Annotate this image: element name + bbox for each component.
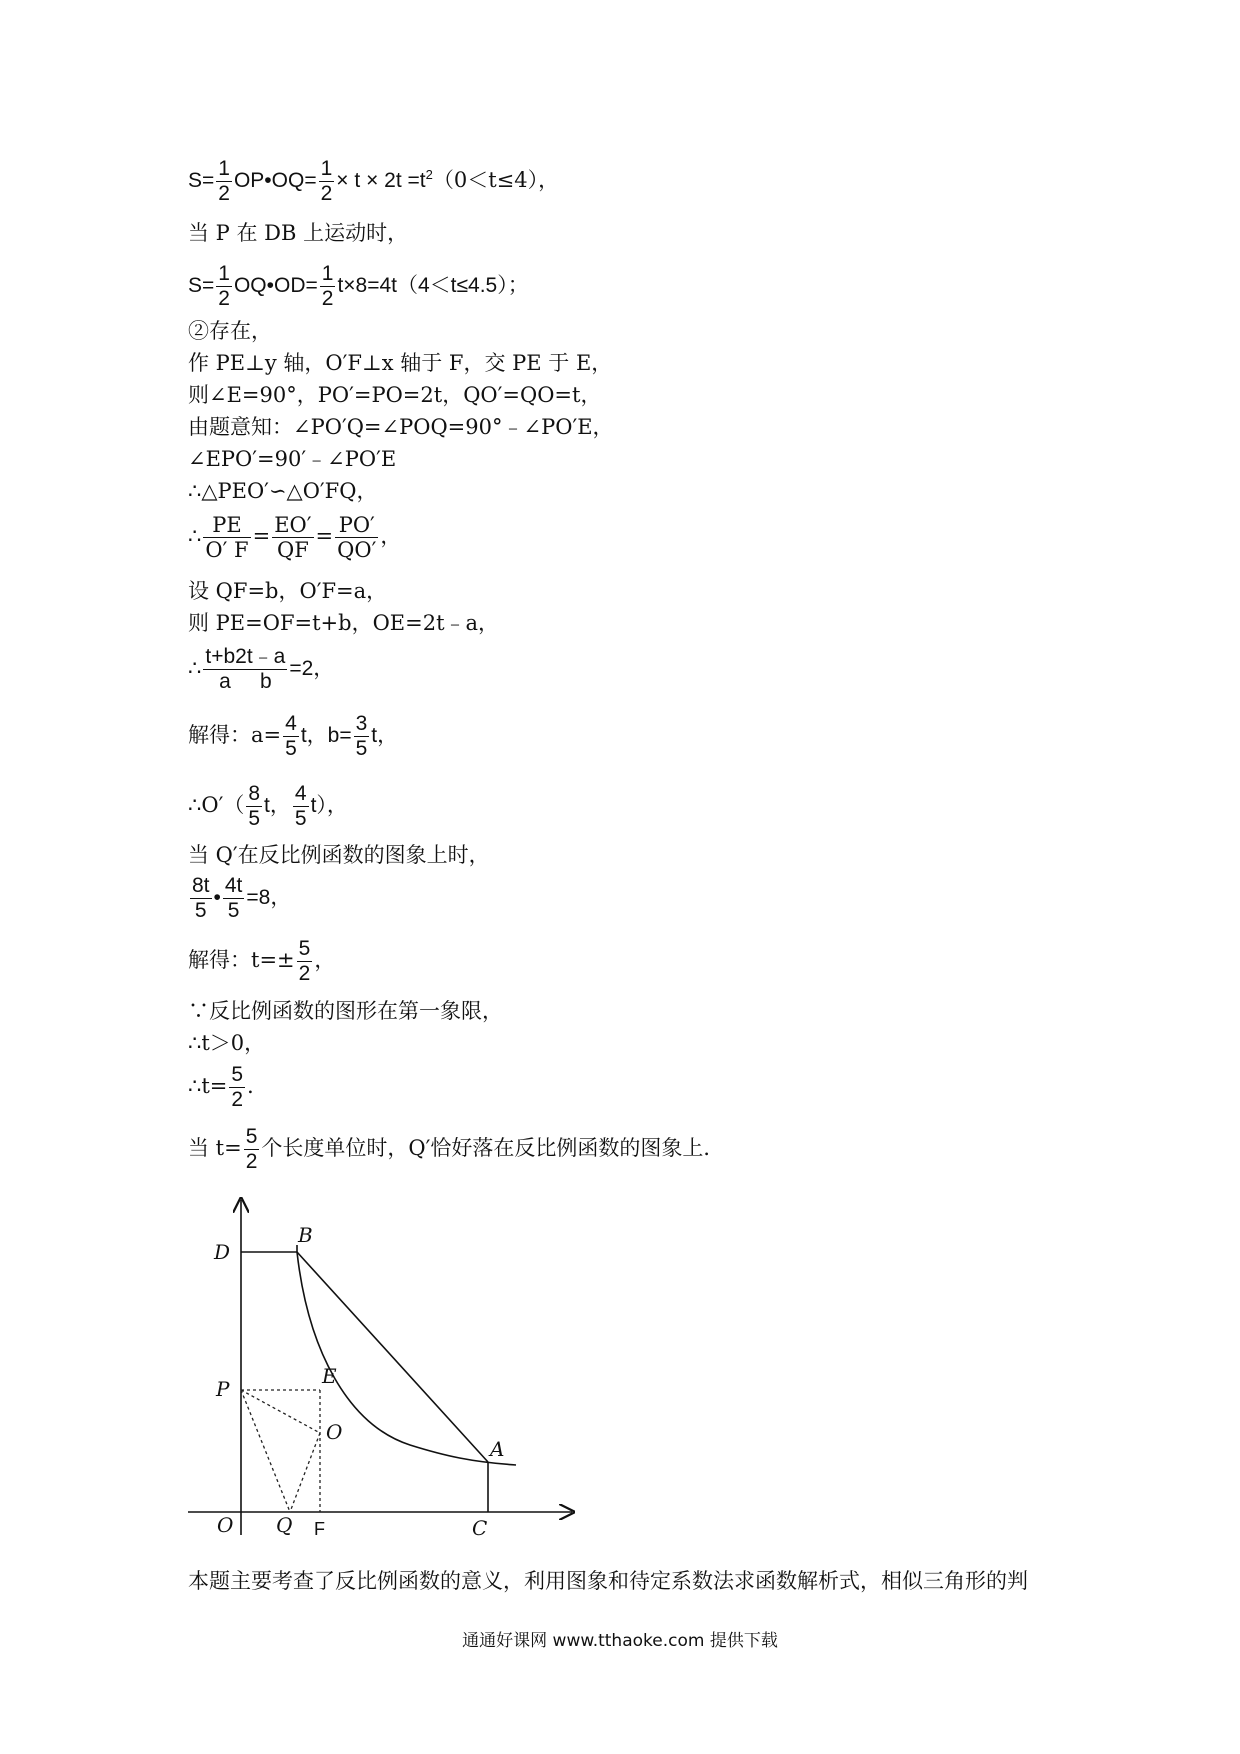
text-line: 作 PE⊥y 轴，O′F⊥x 轴于 F，交 PE 于 E， (188, 351, 613, 375)
fraction: $\frac{1}{2}$ (218, 157, 230, 205)
text-line: 当 P 在 DB 上运动时， (188, 221, 409, 245)
text-line: 设 QF=b，O′F=a， (188, 579, 388, 603)
dotted-pq (241, 1390, 290, 1512)
footer-text: 通通好课网 www.tthaoke.com 提供下载 (462, 1631, 778, 1651)
fraction: $\frac{4}{5}$ (285, 712, 297, 760)
label-o-mid: O (326, 1420, 343, 1444)
label-o: O (217, 1513, 234, 1537)
conclusion-line: 当 t= $\frac{5}{2}$ 个长度单位时，Q′恰好落在反比例函数的图象上． (188, 1125, 725, 1173)
fraction: $\frac{4}{5}$ (294, 782, 307, 830)
text-line: 由题意知：∠PO′Q=∠POQ=90°﹣∠PO′E， (188, 415, 614, 439)
text-line: ∵反比例函数的图形在第一象限， (188, 999, 503, 1023)
label-p: P (216, 1377, 230, 1401)
label-b: B (298, 1223, 313, 1247)
geometry-figure (180, 1190, 580, 1540)
text-line: ∠EPO′=90′﹣∠PO′E (188, 447, 397, 471)
formula-area-s2: S= $\frac{1}{2}$ OQ•OD= $\frac{1}{2}$ t×8=4t（4＜t≤4.5）； (188, 262, 529, 310)
fraction: $\frac{1}{2}$ (218, 262, 230, 310)
fraction: $\frac{5}{2}$ (298, 937, 311, 985)
fraction: $\frac{4t}{5}$ (224, 874, 243, 922)
fraction: $\frac{8t}{5}$ (192, 874, 210, 922)
formula-product: $\frac{8t}{5}$ • $\frac{4t}{5}$ =8， (192, 874, 292, 922)
text-line: ∴t＞0， (188, 1031, 266, 1055)
label-c: C (472, 1516, 488, 1540)
formula-ratio: ∴ $\frac{PE}{O' F}$ = $\frac{EO'}{QF}$ = $\frac{PO'}{QO'}$ ， (188, 513, 402, 562)
label-d: D (214, 1240, 231, 1264)
text-line: ②存在， (188, 319, 272, 343)
label-q: Q (276, 1513, 293, 1537)
fraction: $\frac{t+b2t﹣a}{\text{a b}}$ (205, 645, 286, 693)
fraction: $\frac{PE}{O' F}$ (205, 513, 249, 562)
formula-area-s1: S= $\frac{1}{2}$ OP•OQ= $\frac{1}{2}$ × $t \times 2t =t^2(0<t\le 4)$， (188, 157, 560, 205)
label-f: F (314, 1519, 325, 1539)
formula-equation: ∴ $\frac{t+b2t﹣a}{\text{a b}}$ =2， (188, 645, 335, 693)
label-e: E (322, 1364, 337, 1388)
text-line: 则∠E=90°，PO′=PO=2t，QO′=QO=t， (188, 383, 602, 407)
dotted-po (241, 1390, 320, 1433)
fraction: $\frac{EO'}{QF}$ (274, 513, 312, 562)
fraction: $\frac{1}{2}$ (320, 157, 333, 205)
label-a: A (490, 1437, 505, 1461)
text-line: ∴△PEO′∽△O′FQ， (188, 479, 378, 503)
formula-t-value: ∴t= $\frac{5}{2}$ ． (188, 1063, 269, 1111)
summary-text: 本题主要考查了反比例函数的意义，利用图象和待定系数法求函数解析式，相似三角形的判 (188, 1569, 1028, 1593)
fraction: $\frac{1}{2}$ (321, 262, 334, 310)
formula-solution-t: 解得：t=± $\frac{5}{2}$ ， (188, 937, 336, 985)
text-line: 则 PE=OF=t+b，OE=2t﹣a， (188, 611, 500, 635)
fraction: $\frac{PO'}{QO'}$ (337, 513, 377, 562)
formula-point-o: ∴O′（ $\frac{8}{5}$ t， $\frac{4}{5}$ t）， (188, 782, 348, 830)
fraction: $\frac{3}{5}$ (355, 712, 368, 760)
fraction: $\frac{8}{5}$ (248, 782, 261, 830)
dotted-oq (290, 1433, 320, 1512)
formula-solution-ab: 解得：a= $\frac{4}{5}$ t，b= $\frac{3}{5}$ t， (188, 712, 399, 760)
fraction: $\frac{5}{2}$ (245, 1125, 258, 1173)
text-line: 当 Q′在反比例函数的图象上时， (188, 843, 490, 867)
fraction: $\frac{5}{2}$ (231, 1063, 244, 1111)
